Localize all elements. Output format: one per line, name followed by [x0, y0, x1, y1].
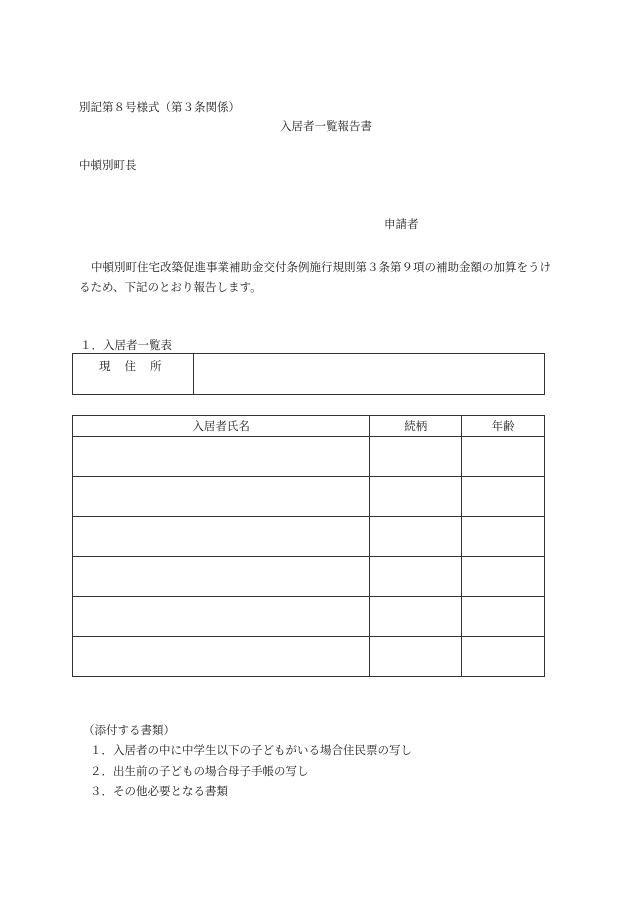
relationship-cell[interactable] [370, 557, 462, 597]
address-label-cell [73, 354, 194, 395]
age-cell[interactable] [462, 597, 545, 637]
resident-name-cell[interactable] [73, 477, 370, 517]
age-cell[interactable] [462, 437, 545, 477]
relationship-cell[interactable] [370, 517, 462, 557]
addressee: 中頓別町長 [79, 158, 137, 172]
attachment-item: １．入居者の中に中学生以下の子どもがいる場合住民票の写し [90, 743, 412, 757]
address-table [72, 353, 545, 395]
address-field[interactable] [194, 354, 545, 395]
form-number: 別記第８号様式（第３条関係） [79, 100, 240, 114]
resident-name-cell[interactable] [73, 557, 370, 597]
document-title: 入居者一覧報告書 [280, 119, 372, 133]
table-row [73, 437, 545, 477]
resident-name-cell[interactable] [73, 637, 370, 677]
age-cell[interactable] [462, 637, 545, 677]
resident-name-cell[interactable] [73, 437, 370, 477]
header-age: 年齢 [462, 416, 545, 437]
table-header-row [73, 416, 545, 437]
age-cell[interactable] [462, 517, 545, 557]
header-relationship: 続柄 [370, 416, 462, 437]
attachment-item: ３．その他必要となる書類 [90, 784, 228, 798]
resident-name-cell[interactable] [73, 597, 370, 637]
header-resident-name: 入居者氏名 [73, 416, 370, 437]
body-text: 中頓別町住宅改築促進事業補助金交付条例施行規則第３条第９項の補助金額の加算をうけるため、下記のとおり報告します。 [79, 260, 551, 294]
relationship-cell[interactable] [370, 477, 462, 517]
attachments-heading: （添付する書類） [83, 723, 175, 737]
relationship-cell[interactable] [370, 597, 462, 637]
relationship-cell[interactable] [370, 637, 462, 677]
address-label: 現住所 [99, 359, 176, 373]
table-row [73, 517, 545, 557]
resident-name-cell[interactable] [73, 517, 370, 557]
applicant-label: 申請者 [384, 217, 419, 231]
residents-table [72, 415, 545, 677]
age-cell[interactable] [462, 557, 545, 597]
relationship-cell[interactable] [370, 437, 462, 477]
table-row [73, 597, 545, 637]
age-cell[interactable] [462, 477, 545, 517]
table-row [73, 557, 545, 597]
table-row [73, 477, 545, 517]
table-row [73, 637, 545, 677]
attachment-item: ２．出生前の子どもの場合母子手帳の写し [90, 764, 309, 778]
address-row [73, 354, 545, 395]
section-heading: １．入居者一覧表 [80, 338, 172, 352]
